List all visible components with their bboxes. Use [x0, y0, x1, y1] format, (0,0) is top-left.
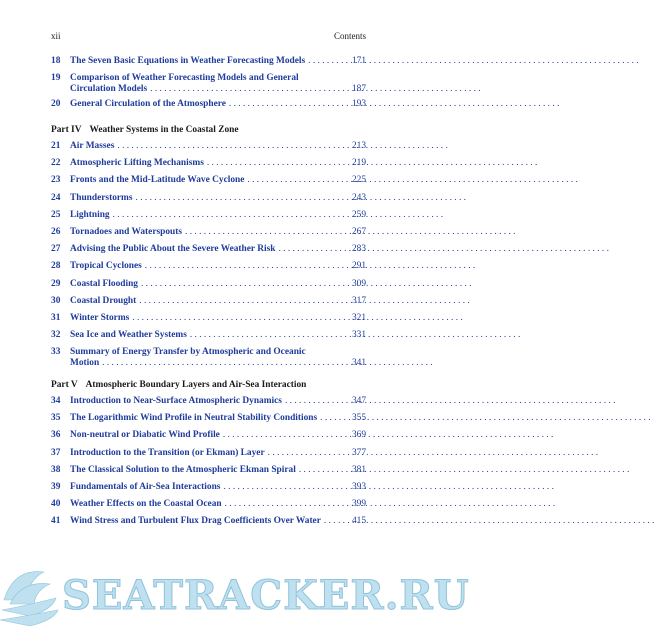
toc-entry-40[interactable]: [51, 499, 366, 510]
page-ref: 393: [351, 482, 366, 492]
page-ref: 283: [351, 244, 366, 254]
chapter-title: [70, 244, 344, 255]
chapter-number: 27: [51, 244, 61, 254]
chapter-title-line: Summary of Energy Transfer by Atmospheric and Oceanic: [70, 347, 306, 357]
chapter-title-line: Wind Stress and Turbulent Flux Drag Coefficients Over Water: [70, 516, 321, 526]
chapter-title: [70, 141, 344, 152]
chapter-number: 31: [51, 313, 61, 323]
chapter-title-line: Air Masses: [70, 141, 115, 151]
page-ref: 321: [351, 313, 366, 323]
chapter-number: 32: [51, 330, 61, 340]
chapter-title-line: Non-neutral or Diabatic Wind Profile: [70, 430, 220, 440]
page-ref: 369: [351, 430, 366, 440]
toc-entry-39[interactable]: [51, 482, 366, 493]
dot-leader: [229, 99, 559, 110]
dot-leader: [141, 279, 471, 290]
chapter-title: [70, 210, 344, 221]
toc-entry-31[interactable]: [51, 313, 366, 324]
toc-entry-22[interactable]: [51, 158, 366, 169]
page-ref: 381: [351, 465, 366, 475]
chapter-title: [70, 261, 344, 272]
toc-entry-23[interactable]: [51, 175, 366, 186]
page-ref: 347: [351, 396, 366, 406]
chapter-title-line: Fundamentals of Air-Sea Interactions: [70, 482, 221, 492]
toc-entry-28[interactable]: [51, 261, 366, 272]
toc-entry-38[interactable]: [51, 465, 366, 476]
toc-entry-34[interactable]: [51, 396, 366, 407]
chapter-number: 22: [51, 158, 61, 168]
toc-entry-35[interactable]: [51, 413, 366, 424]
toc-entry-20[interactable]: [51, 99, 366, 110]
chapter-number: 21: [51, 141, 61, 151]
dot-leader: [268, 448, 598, 459]
page-ref: 243: [351, 193, 366, 203]
dot-leader: [145, 261, 475, 272]
chapter-title: [70, 499, 344, 510]
page-ref: 259: [351, 210, 366, 220]
toc-entry-24[interactable]: [51, 193, 366, 204]
toc-entry-26[interactable]: [51, 227, 366, 238]
chapter-number: 23: [51, 175, 61, 185]
part-label: Part IV: [51, 125, 82, 135]
chapter-title: [70, 158, 344, 169]
toc-entry-21[interactable]: [51, 141, 366, 152]
chapter-number: 36: [51, 430, 61, 440]
page-ref: 377: [351, 448, 366, 458]
dot-leader: [136, 193, 466, 204]
chapter-number: 35: [51, 413, 61, 423]
chapter-title: [70, 347, 344, 369]
chapter-number: 34: [51, 396, 61, 406]
part-title: Atmospheric Boundary Layers and Air-Sea Interaction: [85, 380, 307, 390]
toc-entry-27[interactable]: [51, 244, 366, 255]
toc-entry-32[interactable]: [51, 330, 366, 341]
chapter-title: [70, 430, 344, 441]
part-title: Weather Systems in the Coastal Zone: [89, 125, 239, 135]
chapter-number: 26: [51, 227, 61, 237]
chapter-title-line: Thunderstorms: [70, 193, 133, 203]
chapter-title-line: Advising the Public About the Severe Weather Risk: [70, 244, 276, 254]
toc-entry-18[interactable]: [51, 56, 366, 67]
dot-leader: [139, 296, 469, 307]
toc-entry-33[interactable]: [51, 347, 366, 369]
chapter-title: [70, 516, 344, 527]
dot-leader: [207, 158, 537, 169]
dot-leader: [324, 516, 654, 527]
chapter-number: 20: [51, 99, 61, 109]
page-ref: 415: [351, 516, 366, 526]
chapter-number: 25: [51, 210, 61, 220]
chapter-title: [70, 56, 344, 67]
chapter-number: 24: [51, 193, 61, 203]
chapter-title-line: General Circulation of the Atmosphere: [70, 99, 226, 109]
dot-leader: [113, 210, 443, 221]
sun-waves-logo: [0, 572, 58, 626]
chapter-title-line: Fronts and the Mid-Latitude Wave Cyclone: [70, 175, 245, 185]
page-ref: 399: [351, 499, 366, 509]
running-head-section: Contents: [333, 31, 366, 41]
part-heading-part_iv: [51, 125, 366, 135]
page-ref: 309: [351, 279, 366, 289]
chapter-title: [70, 413, 344, 424]
chapter-title: [70, 175, 344, 186]
dot-leader: [225, 499, 555, 510]
dot-leader: [117, 141, 447, 152]
chapter-title-line: Tropical Cyclones: [70, 261, 142, 271]
dot-leader: [132, 313, 462, 324]
page-ref: 317: [351, 296, 366, 306]
chapter-title: [70, 99, 344, 110]
toc-entry-41[interactable]: [51, 516, 366, 527]
dot-leader: [102, 358, 432, 369]
chapter-title: [70, 193, 344, 204]
chapter-title-line: Weather Effects on the Coastal Ocean: [70, 499, 222, 509]
chapter-title-line: Circulation Models: [70, 84, 148, 94]
chapter-title: [70, 313, 344, 324]
page-ref: 187: [351, 84, 366, 94]
dot-leader: [278, 244, 608, 255]
chapter-title-line: Coastal Drought: [70, 296, 137, 306]
chapter-number: 19: [51, 73, 61, 83]
dot-leader: [150, 84, 480, 95]
chapter-number: 30: [51, 296, 61, 306]
chapter-number: 40: [51, 499, 61, 509]
chapter-title-line: Introduction to the Transition (or Ekman) Layer: [70, 448, 265, 458]
chapter-title: [70, 465, 344, 476]
chapter-title: [70, 296, 344, 307]
chapter-title: [70, 227, 344, 238]
chapter-title-line: Motion: [70, 358, 100, 368]
page-ref: 219: [351, 158, 366, 168]
chapter-title: [70, 448, 344, 459]
part-heading-part_v: [51, 380, 366, 390]
page-ref: 331: [351, 330, 366, 340]
chapter-number: 29: [51, 279, 61, 289]
chapter-title: [70, 73, 344, 95]
page-ref: 267: [351, 227, 366, 237]
chapter-title-line: The Classical Solution to the Atmospheric Ekman Spiral: [70, 465, 296, 475]
chapter-title-line: Sea Ice and Weather Systems: [70, 330, 187, 340]
page-ref: 291: [351, 261, 366, 271]
page-ref: 193: [351, 99, 366, 109]
chapter-title: [70, 396, 344, 407]
toc-entry-19[interactable]: [51, 73, 366, 95]
chapter-number: 39: [51, 482, 61, 492]
dot-leader: [285, 396, 615, 407]
chapter-title-line: Winter Storms: [70, 313, 130, 323]
chapter-title-line: Coastal Flooding: [70, 279, 138, 289]
page-number: xii: [51, 31, 61, 41]
chapter-number: 28: [51, 261, 61, 271]
watermark-text: SEATRACKER.RU: [62, 572, 470, 619]
chapter-title-line: Lightning: [70, 210, 110, 220]
chapter-title-line: Atmospheric Lifting Mechanisms: [70, 158, 204, 168]
chapter-number: 41: [51, 516, 61, 526]
page-ref: 171: [351, 56, 366, 66]
page-ref: 225: [351, 175, 366, 185]
part-label: Part V: [51, 380, 78, 390]
page-ref: 355: [351, 413, 366, 423]
chapter-title-line: Introduction to Near-Surface Atmospheric Dynamics: [70, 396, 282, 406]
dot-leader: [320, 413, 650, 424]
chapter-number: 33: [51, 347, 61, 357]
dot-leader: [247, 175, 577, 186]
chapter-title-line: Comparison of Weather Forecasting Models and General: [70, 73, 299, 83]
dot-leader: [223, 482, 553, 493]
chapter-title: [70, 482, 344, 493]
chapter-title-line: The Logarithmic Wind Profile in Neutral Stability Conditions: [70, 413, 318, 423]
toc-entry-29[interactable]: [51, 279, 366, 290]
dot-leader: [223, 430, 553, 441]
chapter-number: 38: [51, 465, 61, 475]
toc-entry-25[interactable]: [51, 210, 366, 221]
page-ref: 213: [351, 141, 366, 151]
running-head: [51, 31, 366, 43]
chapter-title: [70, 330, 344, 341]
chapter-title-line: The Seven Basic Equations in Weather Forecasting Models: [70, 56, 306, 66]
chapter-number: 18: [51, 56, 61, 66]
page-ref: 341: [351, 358, 366, 368]
chapter-title: [70, 279, 344, 290]
chapter-number: 37: [51, 448, 61, 458]
toc-entry-37[interactable]: [51, 448, 366, 459]
toc-entry-36[interactable]: [51, 430, 366, 441]
toc-entry-30[interactable]: [51, 296, 366, 307]
chapter-title-line: Tornadoes and Waterspouts: [70, 227, 183, 237]
